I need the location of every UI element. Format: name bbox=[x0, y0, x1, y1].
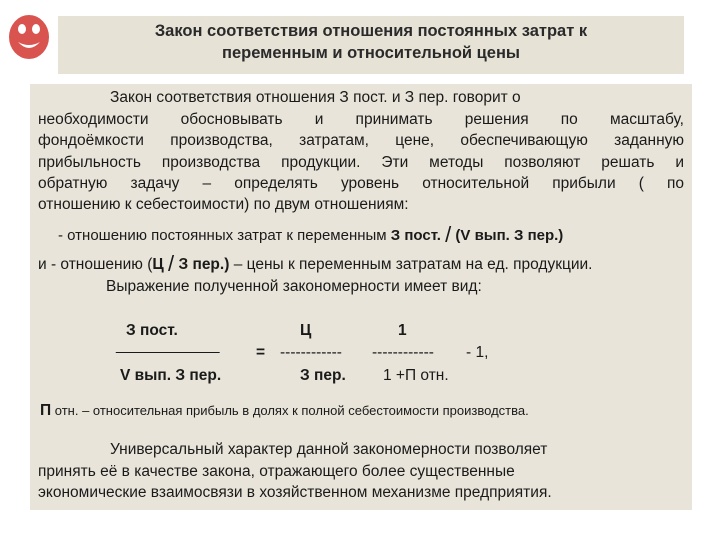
formula-denominator-3-text: 1 +П отн. bbox=[383, 367, 449, 384]
intro-line: Закон соответствия отношения З пост. и З пер. говорит о bbox=[110, 89, 521, 106]
smiley-icon bbox=[8, 12, 50, 60]
ratio-1-prefix: - отношению постоянных затрат к переменным bbox=[58, 227, 387, 244]
note-symbol: П bbox=[40, 402, 52, 419]
ratio-1-line bbox=[58, 224, 563, 247]
formula-bar-2: ------------ bbox=[280, 344, 342, 361]
intro-paragraph bbox=[38, 87, 684, 195]
ratio-1-denominator: (V вып. З пер.) bbox=[455, 227, 564, 244]
formula-bar-3: ------------ bbox=[372, 344, 434, 361]
ratio-2-line bbox=[38, 253, 592, 276]
legend-note bbox=[40, 402, 529, 420]
formula-intro: Выражение полученной закономерности имеет вид: bbox=[106, 278, 482, 295]
formula-equals: = bbox=[256, 344, 266, 361]
ratio-2-prefix: и - отношению ( bbox=[38, 256, 153, 273]
formula-denominator-1: V вып. З пер. bbox=[120, 367, 222, 384]
slide-title bbox=[58, 20, 684, 64]
formula-numerator-3: 1 bbox=[398, 322, 407, 339]
intro-line: обратную задачу – определять уровень относительной прибыли ( по bbox=[38, 175, 684, 192]
formula-numerator-1: З пост. bbox=[126, 322, 178, 339]
intro-line: фондоёмкости производства, затратам, цене, обеспечивающую заданную bbox=[38, 132, 684, 149]
title-line-2: переменным и относительной цены bbox=[221, 44, 521, 62]
formula-tail: - 1, bbox=[466, 344, 489, 361]
ratio-2-suffix: – цены к переменным затратам на ед. продукции. bbox=[233, 256, 593, 273]
conclusion-line: экономические взаимосвязи в хозяйственном механизме предприятия. bbox=[38, 484, 552, 501]
ratio-2-denominator: З пер.) bbox=[178, 256, 230, 273]
intro-line: прибыльность производства продукции. Эти методы позволяют решать и bbox=[38, 153, 684, 171]
note-text: отн. – относительная прибыль в долях к полной себестоимости производства. bbox=[54, 403, 529, 418]
ratio-2-numerator: Ц bbox=[152, 256, 164, 273]
conclusion-line: принять её в качестве закона, отражающего более существенные bbox=[38, 462, 515, 480]
intro-last-line: отношению к себестоимости) по двум отношениям: bbox=[38, 196, 409, 213]
formula-bar-1: ____________ bbox=[116, 337, 220, 354]
intro-line: необходимости обосновывать и принимать решения по масштабу, bbox=[38, 110, 684, 128]
conclusion-line: Универсальный характер данной закономерности позволяет bbox=[110, 441, 548, 458]
slash-icon: / bbox=[168, 251, 175, 276]
formula-denominator-2: З пер. bbox=[300, 367, 346, 384]
title-line-1: Закон соответствия отношения постоянных затрат к bbox=[154, 22, 588, 40]
conclusion-paragraph bbox=[38, 439, 684, 504]
formula-numerator-2: Ц bbox=[300, 322, 312, 339]
ratio-1-numerator: З пост. bbox=[390, 227, 441, 244]
formula-denominator-3 bbox=[383, 367, 449, 385]
slash-icon: / bbox=[445, 222, 452, 247]
